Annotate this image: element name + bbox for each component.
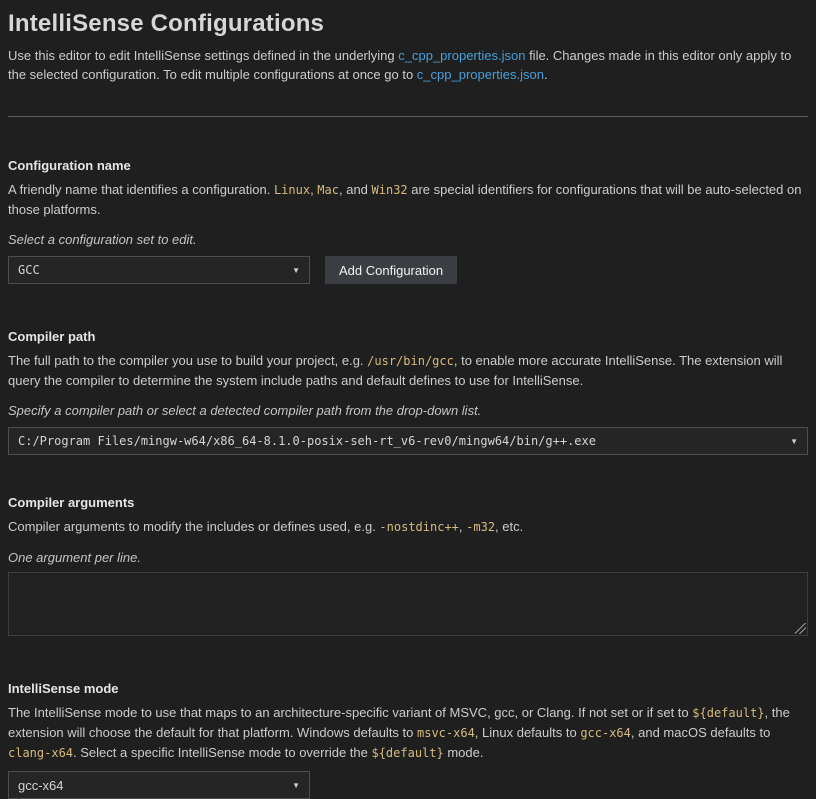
section-intellisense-mode xyxy=(8,680,808,799)
intellisense-mode-heading: IntelliSense mode xyxy=(8,681,119,696)
code-nostdinc: -nostdinc++ xyxy=(379,520,459,534)
section-configuration-name xyxy=(8,157,808,284)
compiler-path-description xyxy=(8,351,808,390)
chevron-down-icon: ▼ xyxy=(790,436,798,446)
desc-text: , xyxy=(310,182,318,197)
resize-grip-handle[interactable] xyxy=(795,623,806,634)
configuration-name-heading: Configuration name xyxy=(8,158,131,173)
code-win32: Win32 xyxy=(371,183,408,197)
configuration-name-description xyxy=(8,180,808,219)
compiler-arguments-description xyxy=(8,517,808,537)
intro-seg1: Use this editor to edit IntelliSense settings defined in the underlying xyxy=(8,48,399,63)
chevron-down-icon: ▼ xyxy=(292,780,300,790)
desc-text: The full path to the compiler you use to build your project, e.g. xyxy=(8,353,368,368)
intellisense-mode-description xyxy=(8,703,808,763)
desc-text: , and macOS defaults to xyxy=(630,725,771,740)
intellisense-config-editor xyxy=(0,9,816,799)
page-title: IntelliSense Configurations xyxy=(8,10,325,37)
configuration-select[interactable] xyxy=(8,256,310,284)
code-m32: -m32 xyxy=(466,520,496,534)
desc-text: , etc. xyxy=(495,519,524,534)
compiler-arguments-heading: Compiler arguments xyxy=(8,495,135,510)
configuration-name-controls xyxy=(8,256,808,284)
configuration-select-value: GCC xyxy=(18,263,40,277)
c-cpp-properties-link-2[interactable]: c_cpp_properties.json xyxy=(416,67,544,82)
code-linux: Linux xyxy=(273,183,311,197)
code-msvc-x64: msvc-x64 xyxy=(417,726,475,740)
code-clang-x64: clang-x64 xyxy=(8,746,74,760)
add-configuration-button[interactable]: Add Configuration xyxy=(325,256,457,284)
compiler-path-heading: Compiler path xyxy=(8,329,96,344)
desc-text: . Select a specific IntelliSense mode to override the xyxy=(73,745,372,760)
section-divider xyxy=(8,116,808,117)
desc-text: The IntelliSense mode to use that maps to an architecture-specific variant of MSVC, gcc, or Clang. If not set or if set to xyxy=(8,705,693,720)
code-usr-bin-gcc: /usr/bin/gcc xyxy=(367,354,454,368)
code-default-1: ${default} xyxy=(692,706,765,720)
intro-seg2: file. Changes made in this editor only apply to the selected configuration. To edit multiple configurations at once go to xyxy=(8,48,792,82)
compiler-arguments-textarea[interactable] xyxy=(8,572,808,636)
section-compiler-arguments xyxy=(8,494,808,636)
code-mac: Mac xyxy=(317,183,339,197)
intellisense-mode-select-value: gcc-x64 xyxy=(18,777,64,793)
intro-text xyxy=(8,46,808,84)
compiler-path-hint: Specify a compiler path or select a detected compiler path from the drop-down list. xyxy=(8,403,482,418)
chevron-down-icon: ▼ xyxy=(292,265,300,275)
desc-text: mode. xyxy=(443,745,484,760)
desc-text: A friendly name that identifies a configuration. xyxy=(8,182,274,197)
compiler-arguments-hint: One argument per line. xyxy=(8,550,141,565)
intellisense-mode-select[interactable] xyxy=(8,771,310,799)
desc-text: , the extension will choose the default for that platform. Windows defaults to xyxy=(8,705,790,740)
c-cpp-properties-link-1[interactable]: c_cpp_properties.json xyxy=(398,48,526,63)
intro-seg3: . xyxy=(544,67,548,82)
code-default-2: ${default} xyxy=(371,746,444,760)
desc-text: , xyxy=(458,519,467,534)
section-compiler-path xyxy=(8,328,808,455)
code-gcc-x64: gcc-x64 xyxy=(580,726,631,740)
desc-text: , Linux defaults to xyxy=(474,725,581,740)
desc-text: , to enable more accurate IntelliSense. The extension will query the compiler to determine the system include paths and default defines to use for IntelliSense. xyxy=(8,353,783,388)
desc-text: , and xyxy=(338,182,372,197)
compiler-path-select-value: C:/Program Files/mingw-w64/x86_64-8.1.0-posix-seh-rt_v6-rev0/mingw64/bin/g++.exe xyxy=(18,434,596,448)
compiler-path-select[interactable] xyxy=(8,427,808,455)
configuration-name-hint: Select a configuration set to edit. xyxy=(8,232,197,247)
desc-text: are special identifiers for configurations that will be auto-selected on those platforms. xyxy=(8,182,802,217)
compiler-arguments-field-wrap xyxy=(8,572,808,636)
desc-text: Compiler arguments to modify the includes or defines used, e.g. xyxy=(8,519,380,534)
